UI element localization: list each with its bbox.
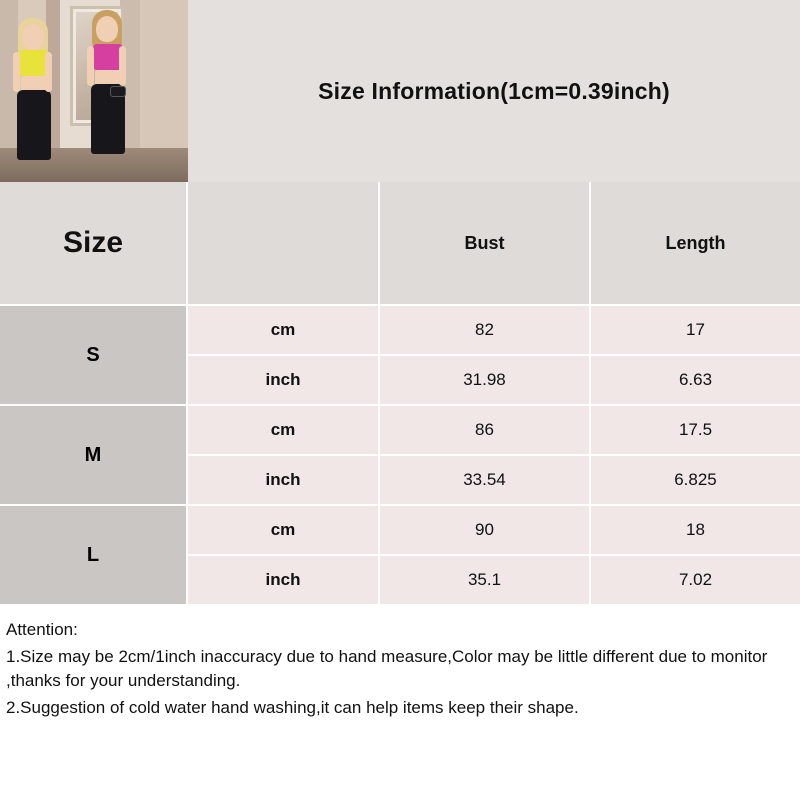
unit-m-cm: cm [188,406,380,456]
row-l-cm [188,506,800,556]
unit-l-cm: cm [188,506,380,556]
length-m-cm: 17.5 [591,406,800,456]
bust-s-inch: 31.98 [380,356,591,406]
length-s-inch: 6.63 [591,356,800,406]
size-label-s: S [0,306,188,406]
model-left-pants [17,90,51,160]
bust-m-inch: 33.54 [380,456,591,506]
size-label-m: M [0,406,188,506]
size-info-title-text: Size Information(1cm=0.39inch) [318,77,670,104]
unit-s-inch: inch [188,356,380,406]
length-m-inch: 6.825 [591,456,800,506]
product-photo [0,0,188,182]
attention-heading: Attention: [6,620,78,639]
table-header-row [0,182,800,306]
row-m-inch [188,456,800,506]
header-size: Size [0,182,188,306]
phone-icon [110,86,126,97]
row-s-cm [188,306,800,356]
size-info-title [188,0,800,182]
bust-l-cm: 90 [380,506,591,556]
header-unit-spacer [188,182,380,306]
size-label-l: L [0,506,188,606]
row-m-cm [188,406,800,456]
model-right-arm [87,46,94,86]
model-left-arm [13,52,20,92]
table-row-l [0,506,800,606]
unit-l-inch: inch [188,556,380,606]
unit-m-inch: inch [188,456,380,506]
length-l-cm: 18 [591,506,800,556]
table-row-s [0,306,800,406]
length-l-inch: 7.02 [591,556,800,606]
length-s-cm: 17 [591,306,800,356]
table-row-m [0,406,800,506]
unit-s-cm: cm [188,306,380,356]
model-left-head [22,24,44,50]
header-bust: Bust [380,182,591,306]
bust-m-cm: 86 [380,406,591,456]
header-band [0,0,800,182]
row-l-inch [188,556,800,606]
row-s-inch [188,356,800,406]
size-table [0,182,800,606]
attention-line-1: 1.Size may be 2cm/1inch inaccuracy due to hand measure,Color may be little different due to monitor ,thanks for your understanding. [6,646,768,691]
model-right-arm-2 [119,46,126,86]
bust-s-cm: 82 [380,306,591,356]
model-right-head [96,16,118,42]
attention-line-2: 2.Suggestion of cold water hand washing,it can help items keep their shape. [6,697,579,717]
model-left-arm-2 [45,52,52,92]
attention-block [0,614,800,723]
bust-l-inch: 35.1 [380,556,591,606]
header-length: Length [591,182,800,306]
